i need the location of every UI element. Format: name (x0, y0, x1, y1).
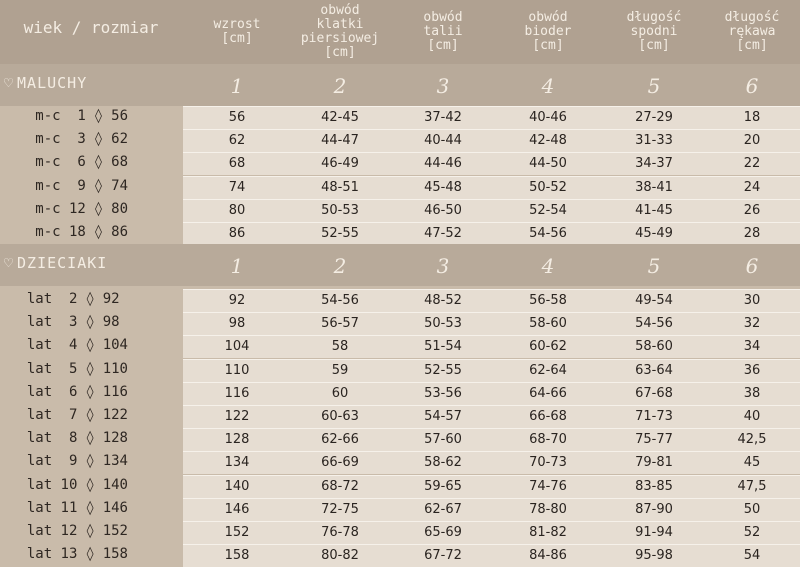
table-cell: 71-73 (635, 409, 673, 424)
table-cell: 57-60 (424, 432, 462, 447)
table-cell: 66-69 (321, 455, 359, 470)
column-header (182, 0, 292, 64)
table-cell: 45-49 (635, 226, 673, 241)
column-header-line: spodni (630, 24, 678, 39)
table-cell: 42-45 (321, 110, 359, 125)
table-cell: 44-50 (529, 156, 567, 171)
table-cell: 62 (228, 133, 246, 148)
table-cell: 50 (743, 502, 761, 517)
table-cell: 54 (743, 548, 761, 563)
table-cell: 87-90 (635, 502, 673, 517)
table-cell: 81-82 (529, 525, 567, 540)
table-cell: 86 (228, 226, 246, 241)
table-cell: 28 (743, 226, 761, 241)
table-cell: 53-56 (424, 386, 462, 401)
table-cell: 80 (228, 203, 246, 218)
table-cell: 24 (743, 180, 761, 195)
column-header (697, 0, 800, 64)
table-cell: 116 (224, 386, 250, 401)
table-cell: 134 (224, 455, 250, 470)
table-cell: 47,5 (737, 479, 767, 494)
table-cell: 98 (228, 316, 246, 331)
column-header-line: rękawa (728, 24, 776, 39)
row-label: lat 9 ◊ 134 (26, 453, 128, 469)
column-header-line: piersiowej (300, 31, 380, 46)
table-cell: 146 (224, 502, 250, 517)
column-number: 2 (333, 254, 347, 278)
table-cell: 41-45 (635, 203, 673, 218)
table-cell: 52-55 (424, 363, 462, 378)
column-header-line: długość (626, 10, 682, 25)
table-cell: 58-60 (529, 316, 567, 331)
table-cell: 32 (743, 316, 761, 331)
table-row (183, 405, 800, 428)
column-header-line: [cm] (427, 38, 459, 53)
table-cell: 140 (224, 479, 250, 494)
column-header-line: [cm] (532, 38, 564, 53)
table-cell: 68 (228, 156, 246, 171)
row-label: m-c 9 ◊ 74 (35, 178, 128, 194)
table-cell: 44-46 (424, 156, 462, 171)
table-cell: 20 (743, 133, 761, 148)
table-cell: 48-51 (321, 180, 359, 195)
row-label: lat 12 ◊ 152 (26, 523, 128, 539)
table-cell: 38-41 (635, 180, 673, 195)
table-cell: 52 (743, 525, 761, 540)
table-cell: 18 (743, 110, 761, 125)
row-label: m-c 12 ◊ 80 (35, 201, 128, 217)
table-cell: 68-70 (529, 432, 567, 447)
table-cell: 54-56 (321, 293, 359, 308)
table-cell: 64-66 (529, 386, 567, 401)
table-cell: 52-55 (321, 226, 359, 241)
column-header (599, 0, 709, 64)
table-cell: 110 (224, 363, 250, 378)
table-cell: 76-78 (321, 525, 359, 540)
table-row (183, 498, 800, 521)
table-cell: 51-54 (424, 339, 462, 354)
table-cell: 54-57 (424, 409, 462, 424)
table-cell: 34-37 (635, 156, 673, 171)
column-header-line: obwód (423, 10, 463, 25)
table-row (183, 312, 800, 335)
table-cell: 37-42 (424, 110, 462, 125)
table-cell: 59 (331, 363, 349, 378)
row-label: m-c 6 ◊ 68 (35, 154, 128, 170)
section-header (0, 64, 800, 106)
table-cell: 36 (743, 363, 761, 378)
column-header (493, 0, 603, 64)
table-cell: 34 (743, 339, 761, 354)
row-label: lat 4 ◊ 104 (26, 337, 128, 353)
table-cell: 50-53 (424, 316, 462, 331)
table-cell: 58-62 (424, 455, 462, 470)
table-row (183, 451, 800, 474)
table-row (183, 129, 800, 152)
table-cell: 40 (743, 409, 761, 424)
table-row (183, 521, 800, 544)
column-number: 1 (230, 254, 244, 278)
column-number: 4 (541, 254, 555, 278)
table-cell: 31-33 (635, 133, 673, 148)
section-label (4, 74, 87, 92)
table-cell: 75-77 (635, 432, 673, 447)
table-cell: 30 (743, 293, 761, 308)
column-header (285, 0, 395, 64)
row-label: lat 8 ◊ 128 (26, 430, 128, 446)
table-cell: 67-68 (635, 386, 673, 401)
column-header-line: obwód (528, 10, 568, 25)
table-row (183, 428, 800, 451)
table-row (183, 222, 800, 245)
table-cell: 56-57 (321, 316, 359, 331)
table-cell: 63-64 (635, 363, 673, 378)
table-cell: 92 (228, 293, 246, 308)
row-label: lat 6 ◊ 116 (26, 384, 128, 400)
table-cell: 74-76 (529, 479, 567, 494)
table-cell: 66-68 (529, 409, 567, 424)
column-header (388, 0, 498, 64)
section-title: MALUCHY (17, 74, 88, 92)
row-label: lat 13 ◊ 158 (26, 546, 128, 562)
table-cell: 70-73 (529, 455, 567, 470)
table-cell: 60-63 (321, 409, 359, 424)
row-label: m-c 3 ◊ 62 (35, 131, 128, 147)
row-label: lat 2 ◊ 92 (26, 291, 128, 307)
column-header-line: obwód (320, 3, 360, 18)
table-cell: 104 (224, 339, 250, 354)
table-cell: 40-46 (529, 110, 567, 125)
table-cell: 49-54 (635, 293, 673, 308)
table-header (0, 0, 800, 64)
column-number: 3 (436, 254, 450, 278)
table-cell: 44-47 (321, 133, 359, 148)
table-cell: 50-52 (529, 180, 567, 195)
table-cell: 42-48 (529, 133, 567, 148)
table-cell: 52-54 (529, 203, 567, 218)
table-cell: 59-65 (424, 479, 462, 494)
table-cell: 26 (743, 203, 761, 218)
table-cell: 45 (743, 455, 761, 470)
table-cell: 22 (743, 156, 761, 171)
table-cell: 42,5 (737, 432, 767, 447)
table-cell: 48-52 (424, 293, 462, 308)
column-header-line: [cm] (736, 38, 768, 53)
section-title: DZIECIAKI (17, 254, 108, 272)
column-header-line: bioder (524, 24, 572, 39)
column-header-line: wzrost (213, 17, 261, 32)
table-cell: 58 (331, 339, 349, 354)
table-cell: 95-98 (635, 548, 673, 563)
table-cell: 27-29 (635, 110, 673, 125)
table-cell: 40-44 (424, 133, 462, 148)
column-number: 5 (647, 74, 661, 98)
table-cell: 38 (743, 386, 761, 401)
heart-icon: ♡ (4, 74, 15, 92)
row-label: lat 5 ◊ 110 (26, 361, 128, 377)
table-cell: 60-62 (529, 339, 567, 354)
table-cell: 47-52 (424, 226, 462, 241)
table-cell: 60 (331, 386, 349, 401)
table-cell: 84-86 (529, 548, 567, 563)
column-header-line: [cm] (324, 45, 356, 60)
column-number: 6 (745, 254, 759, 278)
column-header-line: klatki (316, 17, 364, 32)
heart-icon: ♡ (4, 254, 15, 272)
table-cell: 158 (224, 548, 250, 563)
column-header-line: talii (423, 24, 463, 39)
table-cell: 152 (224, 525, 250, 540)
table-cell: 122 (224, 409, 250, 424)
table-cell: 46-49 (321, 156, 359, 171)
table-cell: 56-58 (529, 293, 567, 308)
table-cell: 91-94 (635, 525, 673, 540)
row-label: lat 10 ◊ 140 (26, 477, 128, 493)
table-cell: 68-72 (321, 479, 359, 494)
table-cell: 79-81 (635, 455, 673, 470)
row-label: lat 11 ◊ 146 (26, 500, 128, 516)
table-row (183, 382, 800, 405)
table-row (183, 176, 800, 199)
table-cell: 56 (228, 110, 246, 125)
table-cell: 58-60 (635, 339, 673, 354)
row-label: m-c 1 ◊ 56 (35, 108, 128, 124)
table-row (183, 289, 800, 312)
table-cell: 62-64 (529, 363, 567, 378)
column-number: 1 (230, 74, 244, 98)
table-cell: 67-72 (424, 548, 462, 563)
header-title: wiek / rozmiar (23, 18, 159, 37)
table-cell: 62-66 (321, 432, 359, 447)
table-cell: 54-56 (635, 316, 673, 331)
table-cell: 83-85 (635, 479, 673, 494)
column-number: 5 (647, 254, 661, 278)
table-row (183, 152, 800, 175)
table-cell: 78-80 (529, 502, 567, 517)
table-cell: 72-75 (321, 502, 359, 517)
column-number: 2 (333, 74, 347, 98)
table-row (183, 199, 800, 222)
table-row (183, 106, 800, 129)
column-number: 4 (541, 74, 555, 98)
column-header-line: długość (724, 10, 780, 25)
table-row (183, 475, 800, 498)
table-cell: 65-69 (424, 525, 462, 540)
table-cell: 54-56 (529, 226, 567, 241)
section-label (4, 254, 107, 272)
column-header-line: [cm] (638, 38, 670, 53)
row-label: lat 3 ◊ 98 (26, 314, 128, 330)
column-number: 6 (745, 74, 759, 98)
table-cell: 128 (224, 432, 250, 447)
table-cell: 80-82 (321, 548, 359, 563)
column-number: 3 (436, 74, 450, 98)
table-row (183, 544, 800, 567)
table-cell: 46-50 (424, 203, 462, 218)
table-row (183, 359, 800, 382)
column-header-line: [cm] (221, 31, 253, 46)
section-header (0, 244, 800, 286)
table-cell: 45-48 (424, 180, 462, 195)
row-label: lat 7 ◊ 122 (26, 407, 128, 423)
table-cell: 62-67 (424, 502, 462, 517)
table-cell: 50-53 (321, 203, 359, 218)
table-row (183, 335, 800, 358)
row-label: m-c 18 ◊ 86 (35, 224, 128, 240)
table-cell: 74 (228, 180, 246, 195)
